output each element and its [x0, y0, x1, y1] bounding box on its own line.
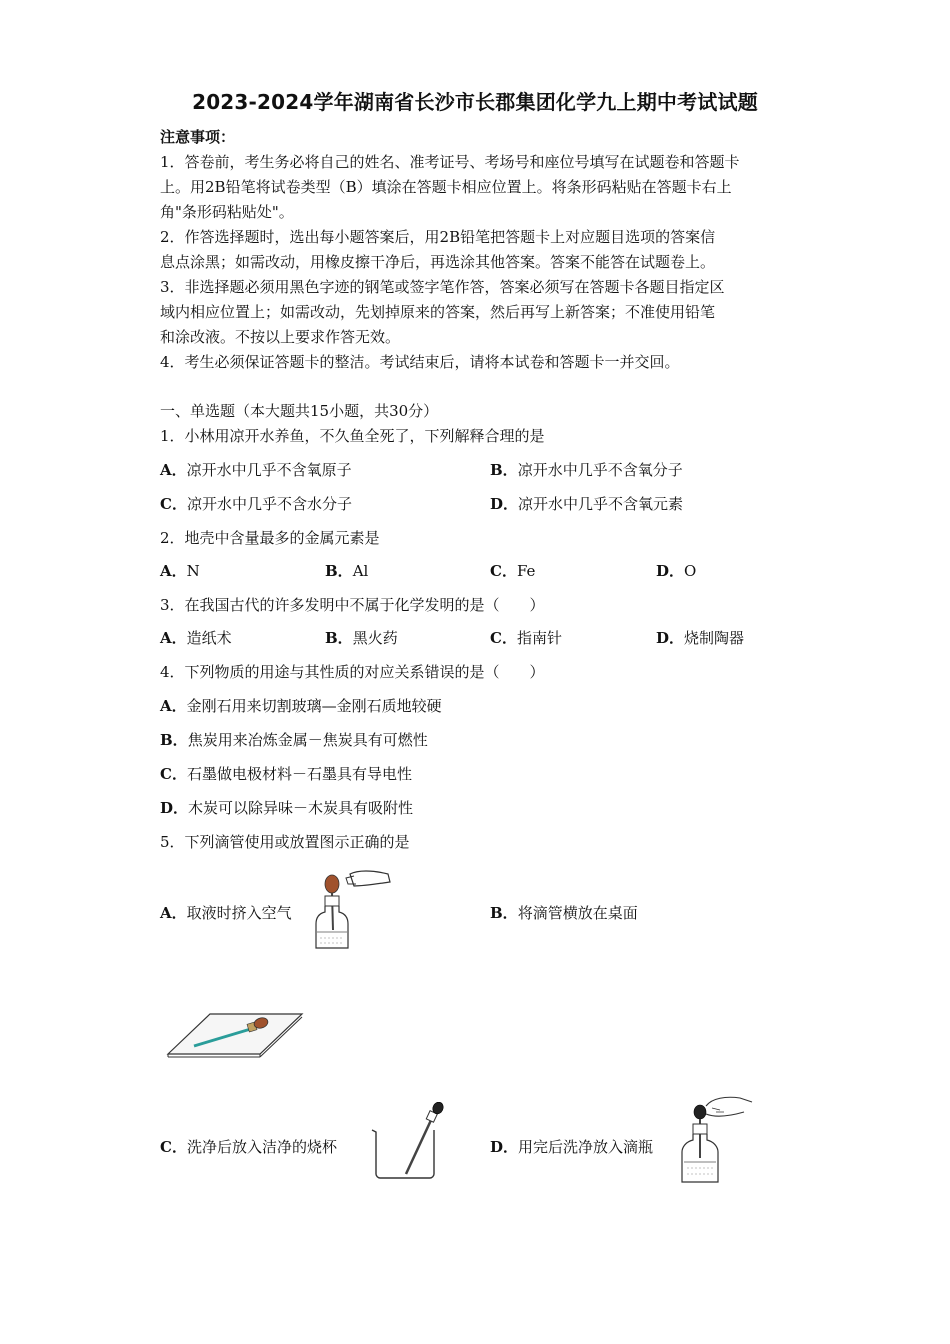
- option-a: A．金刚石用来切割玻璃—金刚石质地较硬: [160, 697, 442, 715]
- option-b: B．焦炭用来冶炼金属－焦炭具有可燃性: [160, 731, 428, 749]
- option-a: A．N: [160, 562, 200, 580]
- option-d: D．用完后洗净放入滴瓶: [490, 1138, 654, 1156]
- question-stem: 1．小林用凉开水养鱼，不久鱼全死了，下列解释合理的是: [160, 427, 545, 445]
- notes-line: 息点涂黑；如需改动，用橡皮擦干净后，再选涂其他答案。答案不能答在试题卷上。: [160, 253, 716, 271]
- option-d: D．烧制陶器: [656, 629, 745, 647]
- page-title: 2023-2024学年湖南省长沙市长郡集团化学九上期中考试试题: [192, 90, 758, 114]
- question-stem: 5．下列滴管使用或放置图示正确的是: [160, 833, 410, 851]
- option-c: C．洗净后放入洁净的烧杯: [160, 1138, 337, 1156]
- option-d: D．木炭可以除异味－木炭具有吸附性: [160, 799, 414, 817]
- section-heading: 一、单选题（本大题共15小题，共30分）: [160, 402, 439, 420]
- notes-line: 角"条形码粘贴处"。: [160, 203, 294, 221]
- notes-line: 4．考生必须保证答题卡的整洁。考试结束后，请将本试卷和答题卡一并交回。: [160, 353, 680, 371]
- dropper-on-table-figure: [164, 1008, 306, 1060]
- option-d: D．凉开水中几乎不含氧元素: [490, 495, 684, 513]
- option-b: B．Al: [325, 562, 369, 580]
- option-d: D．O: [656, 562, 697, 580]
- option-c: C．凉开水中几乎不含水分子: [160, 495, 352, 513]
- option-a: A．造纸术: [160, 629, 232, 647]
- notes-line: 上。用2B铅笔将试卷类型（B）填涂在答题卡相应位置上。将条形码粘贴在答题卡右上: [160, 178, 732, 196]
- option-b: B．黑火药: [325, 629, 398, 647]
- question-stem: 4．下列物质的用途与其性质的对应关系错误的是（ ）: [160, 663, 545, 681]
- option-a: A．凉开水中几乎不含氧原子: [160, 461, 352, 479]
- option-c: C．石墨做电极材料－石墨具有导电性: [160, 765, 412, 783]
- option-b: B．凉开水中几乎不含氧分子: [490, 461, 683, 479]
- dropper-into-dropping-bottle-figure: [676, 1092, 756, 1186]
- question-stem: 2．地壳中含量最多的金属元素是: [160, 529, 380, 547]
- notes-line: 域内相应位置上；如需改动，先划掉原来的答案，然后再写上新答案；不准使用铅笔: [160, 303, 716, 321]
- dropper-in-bottle-figure: [306, 866, 396, 952]
- dropper-in-beaker-figure: [368, 1102, 448, 1180]
- notes-line: 和涂改液。不按以上要求作答无效。: [160, 328, 401, 346]
- notes-line: 1．答卷前，考生务必将自己的姓名、准考证号、考场号和座位号填写在试题卷和答题卡: [160, 153, 740, 171]
- option-c: C．指南针: [490, 629, 562, 647]
- option-a: A．取液时挤入空气: [160, 904, 292, 922]
- notes-heading: 注意事项：: [160, 128, 236, 146]
- question-stem: 3．在我国古代的许多发明中不属于化学发明的是（ ）: [160, 596, 545, 614]
- notes-line: 3．非选择题必须用黑色字迹的钢笔或签字笔作答，答案必须写在答题卡各题目指定区: [160, 278, 725, 296]
- notes-line: 2．作答选择题时，选出每小题答案后，用2B铅笔把答题卡上对应题目选项的答案信: [160, 228, 716, 246]
- option-b: B．将滴管横放在桌面: [490, 904, 638, 922]
- option-c: C．Fe: [490, 562, 536, 580]
